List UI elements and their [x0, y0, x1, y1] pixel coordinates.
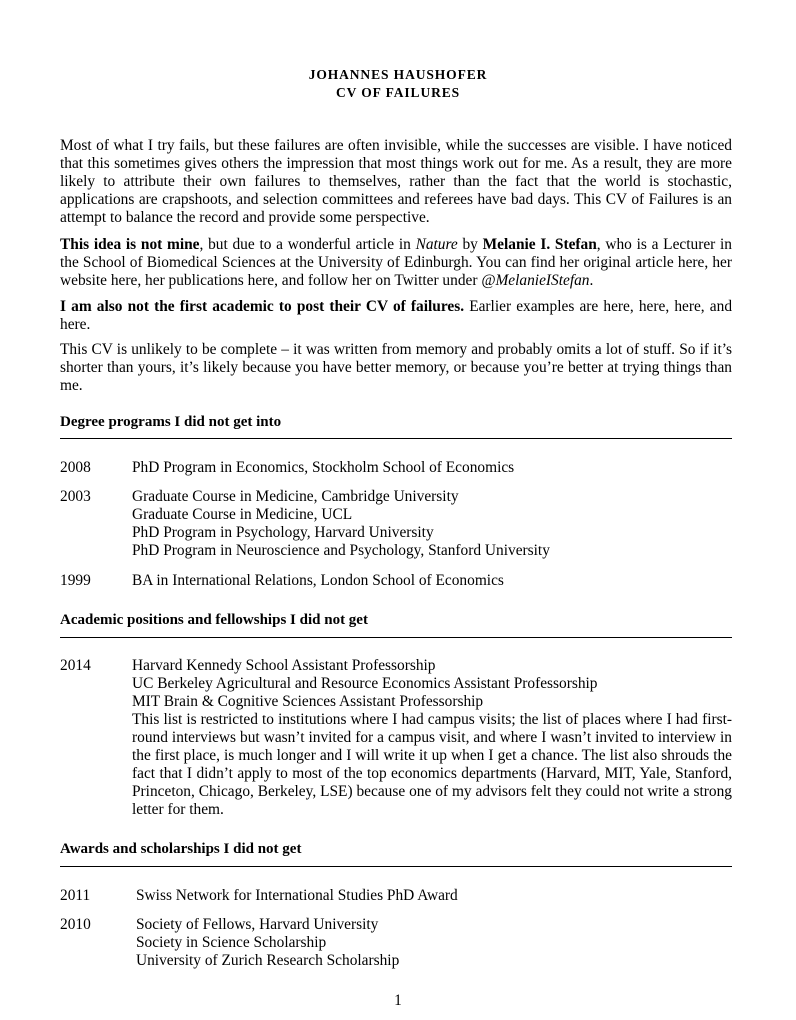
entry-items	[132, 572, 504, 590]
intro-paragraph-3	[60, 298, 732, 334]
intro-p3-text: Earlier examples are here, here, here, and here.	[60, 298, 733, 333]
entry-item: Swiss Network for International Studies PhD Award	[136, 887, 458, 904]
entry-item: Society in Science Scholarship	[136, 934, 327, 951]
entry-items	[132, 657, 732, 819]
entry-items	[132, 488, 550, 560]
section-divider	[60, 438, 732, 439]
twitter-handle: @MelanieIStefan	[481, 272, 590, 289]
intro-paragraph-1: Most of what I try fails, but these failures are often invisible, while the successes are visible. I have noticed that this sometimes gives others the impression that most things work out for me. As a result, they are more likely to attribute their own failures to themselves, rather than the fact that the world is stochastic, applications are crapshoots, and selection committees and referees have bad days. This CV of Failures is an attempt to balance the record and provide some perspective.	[60, 137, 732, 226]
intro-p2-text-c: , who is a Lecturer in the School of Biomedical Sciences at the University of Edinburgh. You can find her original article here, her website here, her publications here, and follow her on Twitter under	[60, 236, 732, 289]
author-name: JOHANNES HAUSHOFER	[308, 67, 488, 82]
intro-paragraph-2	[60, 236, 732, 290]
section-title-positions: Academic positions and fellowships I did not get	[60, 612, 368, 628]
intro-paragraph-4: This CV is unlikely to be complete – it was written from memory and probably omits a lot of stuff. So if it’s shorter than yours, it’s likely because you have better memory, or because you’re better at trying things than me.	[60, 341, 732, 394]
journal-name: Nature	[415, 236, 458, 253]
entry-year: 1999	[60, 572, 91, 589]
entry-item: PhD Program in Neuroscience and Psychology, Stanford University	[132, 542, 550, 559]
entry-year: 2010	[60, 916, 91, 933]
entry-item: UC Berkeley Agricultural and Resource Economics Assistant Professorship	[132, 675, 598, 692]
entry-item: PhD Program in Psychology, Harvard University	[132, 524, 434, 541]
entry-item: Society of Fellows, Harvard University	[136, 916, 379, 933]
entry-year: 2008	[60, 459, 91, 476]
entry-item: Graduate Course in Medicine, UCL	[132, 506, 353, 523]
entry-item: MIT Brain & Cognitive Sciences Assistant Professorship	[132, 693, 484, 710]
entry-item: BA in International Relations, London School of Economics	[132, 572, 504, 589]
entry-item: PhD Program in Economics, Stockholm School of Economics	[132, 459, 515, 476]
entry-item: Graduate Course in Medicine, Cambridge University	[132, 488, 459, 505]
intro-p2-bold: This idea is not mine	[60, 236, 200, 253]
intro-p2-text-b: by	[457, 236, 483, 253]
section-title-degrees: Degree programs I did not get into	[60, 414, 282, 430]
section-divider	[60, 866, 732, 867]
entry-year: 2014	[60, 657, 91, 674]
entry-item: University of Zurich Research Scholarship	[136, 952, 400, 969]
section-title-awards: Awards and scholarships I did not get	[60, 841, 302, 857]
entry-items	[136, 916, 399, 970]
document-title: CV OF FAILURES	[335, 85, 461, 100]
intro-p2-text-d: .	[589, 272, 594, 289]
entry-item: Harvard Kennedy School Assistant Professorship	[132, 657, 436, 674]
entry-year: 2011	[60, 887, 91, 904]
section-divider	[60, 637, 732, 638]
entry-items	[136, 887, 458, 905]
entry-note: This list is restricted to institutions where I had campus visits; the list of places where I had first-round interviews but wasn’t invited for a campus visit, and where I wasn’t invited to interview in the first place, is much longer and I will write it up when I get a chance. The list also shrouds the fact that I didn’t apply to most of the top economics departments (Harvard, MIT, Yale, Stanford, Princeton, Chicago, Berkeley, LSE) because one of my advisors felt they could not write a strong letter for them.	[132, 711, 732, 818]
entry-items	[132, 459, 514, 477]
entry-year: 2003	[60, 488, 91, 505]
intro-p2-text-a: , but due to a wonderful article in	[199, 236, 416, 253]
author-credit: Melanie I. Stefan	[482, 236, 597, 253]
page-number: 1	[394, 992, 402, 1009]
intro-p3-bold: I am also not the first academic to post their CV of failures.	[60, 298, 465, 315]
